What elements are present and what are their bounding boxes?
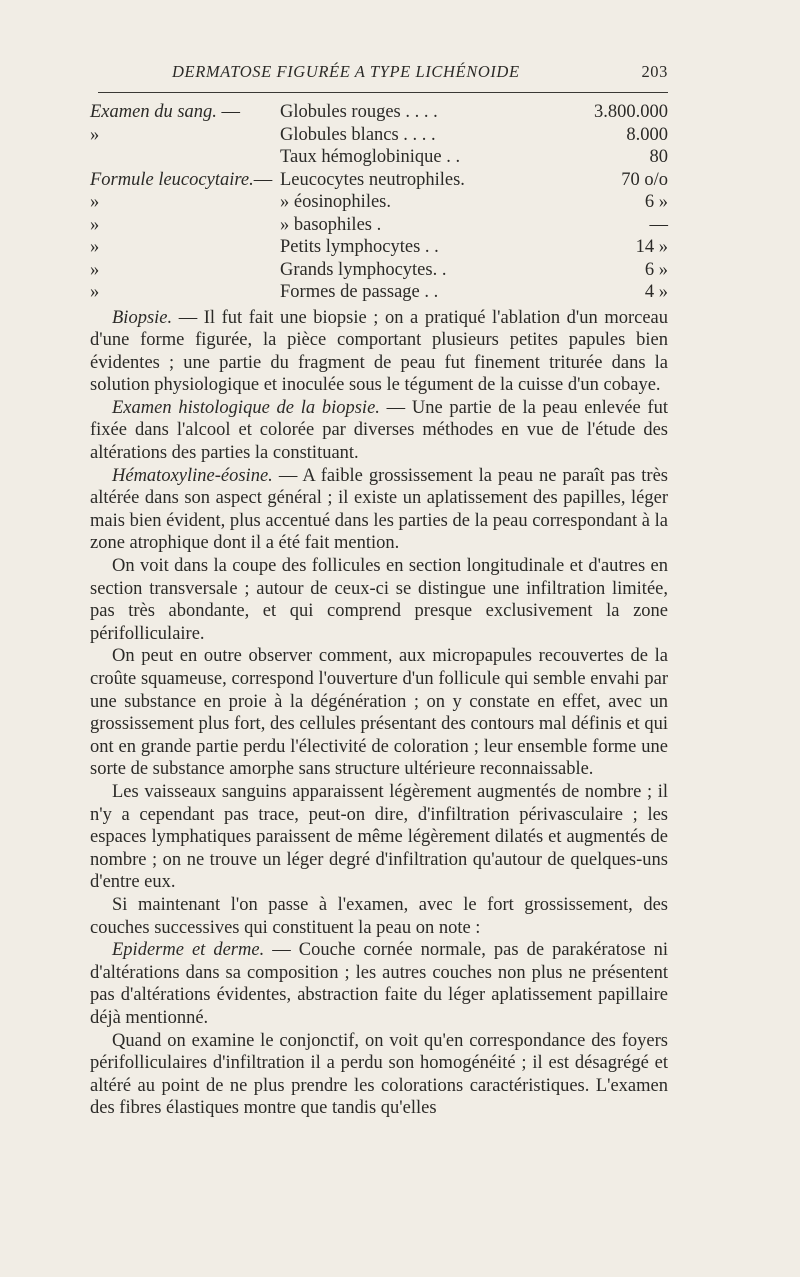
paragraph xyxy=(90,307,668,397)
paragraph-text: Si maintenant l'on passe à l'examen, avec le fort grossissement, des couches successives qui constituent la peau on note : xyxy=(90,894,668,938)
formula-row-name: » éosinophiles. xyxy=(280,192,391,212)
ditto-mark: » xyxy=(90,237,100,257)
formula-row-value: 80 xyxy=(649,147,668,167)
header-rule xyxy=(98,92,668,93)
formula-row xyxy=(90,169,668,192)
paragraph xyxy=(90,894,668,939)
formula-row-name: Grands lymphocytes. . xyxy=(280,259,447,280)
formula-row-label: Examen du sang. — xyxy=(90,102,241,122)
formula-row xyxy=(90,259,668,282)
ditto-mark: » xyxy=(90,192,100,212)
ditto-mark: » xyxy=(90,214,100,235)
formula-row-value: 14 » xyxy=(635,237,668,257)
paragraph-text: — Une partie de la peau enlevée fut fixée dans l'alcool et colorée par diverses méthodes en vue de l'étude des altérations des parties la constituant. xyxy=(90,397,668,464)
paragraph xyxy=(90,465,668,555)
ditto-mark: » xyxy=(90,282,100,302)
formula-row xyxy=(90,281,668,304)
paragraph xyxy=(90,397,668,465)
formula-row-value: — xyxy=(649,214,668,235)
paragraph-lead: Examen histologique de la biopsie. xyxy=(112,397,380,418)
formula-row-name: » basophiles . xyxy=(280,214,382,235)
formula-row-label xyxy=(90,236,280,259)
page-number: 203 xyxy=(641,62,668,81)
formula-row-label xyxy=(90,281,280,304)
paragraph-lead: Biopsie. xyxy=(112,307,173,328)
formula-row xyxy=(90,146,668,169)
formula-row-value: 8.000 xyxy=(626,124,668,145)
formula-row-label xyxy=(90,214,280,237)
formula-row-name: Taux hémoglobinique . . xyxy=(280,147,461,167)
body-text xyxy=(90,307,668,1120)
paragraph xyxy=(90,555,668,645)
blood-formula-table xyxy=(90,101,668,304)
paragraph-text: — Couche cornée normale, pas de parakératose ni d'altérations dans sa composition ; les autres couches non plus ne présentent pas d'altérations évidentes, abstraction faite du léger aplatissement papillaire déjà mentionné. xyxy=(90,940,668,1028)
paragraph-text: On voit dans la coupe des follicules en section longitudinale et d'autres en section transversale ; autour de ceux-ci se distingue une infiltration limitée, pas très abondante, et qui comprend presque exclusivement la zone périfolliculaire. xyxy=(90,556,668,644)
paragraph xyxy=(90,645,668,781)
running-title: DERMATOSE FIGURÉE A TYPE LICHÉNOIDE xyxy=(172,62,520,81)
formula-row-label: Formule leucocytaire.— xyxy=(90,169,273,190)
paragraph xyxy=(90,1030,668,1120)
formula-row-name: Globules blancs . . . . xyxy=(280,124,436,145)
formula-row-label xyxy=(90,146,280,169)
formula-row-value: 3.800.000 xyxy=(594,102,668,122)
formula-row-name: Globules rouges . . . . xyxy=(280,102,438,122)
formula-row-name: Leucocytes neutrophiles. xyxy=(280,169,465,190)
formula-row xyxy=(90,101,668,124)
formula-row xyxy=(90,124,668,147)
formula-row xyxy=(90,191,668,214)
formula-row-label xyxy=(90,259,280,282)
paragraph-text: On peut en outre observer comment, aux micropapules recouvertes de la croûte squameuse, correspond l'ouverture d'un follicule qui semble envahi par une substance en proie à la dégénération ; on y constate en effet, avec un grossissement plus fort, des cellules présentant des contours mal définis et qui ont en grande partie perdu l'électivité de coloration ; leur ensemble forme une sorte de substance amorphe sans structure ultérieure reconnaissable. xyxy=(90,646,668,780)
formula-row-value: 4 » xyxy=(644,282,668,302)
formula-row xyxy=(90,236,668,259)
formula-row-label xyxy=(90,191,280,214)
paragraph-lead: Hématoxyline-éosine. xyxy=(112,465,273,486)
paragraph-lead: Epiderme et derme. xyxy=(112,940,265,961)
paragraph-text: — A faible grossissement la peau ne paraît pas très altérée dans son aspect général ; il existe un aplatissement des papilles, léger mais bien évident, plus accentué dans les parties de la peau correspondant à la zone atrophique dont il a été fait mention. xyxy=(90,465,668,554)
ditto-mark: » xyxy=(90,259,100,280)
paragraph-text: Les vaisseaux sanguins apparaissent légèrement augmentés de nombre ; il n'y a cependant pas trace, peut-on dire, d'infiltration périvasculaire ; les espaces lymphatiques paraissent de même légèrement dilatés et augmentés de nombre ; on ne trouve un léger degré d'infiltration qu'autour de quelques-uns d'entre eux. xyxy=(90,781,668,893)
formula-row-name: Petits lymphocytes . . xyxy=(280,237,439,257)
paragraph xyxy=(90,781,668,894)
ditto-mark: » xyxy=(90,124,100,145)
book-page xyxy=(90,62,668,1120)
formula-row-value: 70 o/o xyxy=(621,169,668,190)
formula-row-name: Formes de passage . . xyxy=(280,282,439,302)
paragraph xyxy=(90,939,668,1029)
paragraph-text: Quand on examine le conjonctif, on voit qu'en correspondance des foyers périfolliculaires d'infiltration il a perdu son homogénéité ; il est désagrégé et altéré au point de ne plus prendre les colorations caractéristiques. L'examen des fibres élastiques montre que tandis qu'elles xyxy=(90,1030,668,1119)
formula-row-value: 6 » xyxy=(644,259,668,280)
formula-row-value: 6 » xyxy=(644,192,668,212)
formula-row xyxy=(90,214,668,237)
paragraph-text: — Il fut fait une biopsie ; on a pratiqué l'ablation d'un morceau d'une forme figurée, la pièce comportant plusieurs petites papules bien évidentes ; une partie du fragment de peau fut finement triturée dans la solution physiologique et inoculée sous le tégument de la cuisse d'un cobaye. xyxy=(90,307,668,396)
formula-row-label xyxy=(90,124,280,147)
running-header xyxy=(90,62,668,86)
